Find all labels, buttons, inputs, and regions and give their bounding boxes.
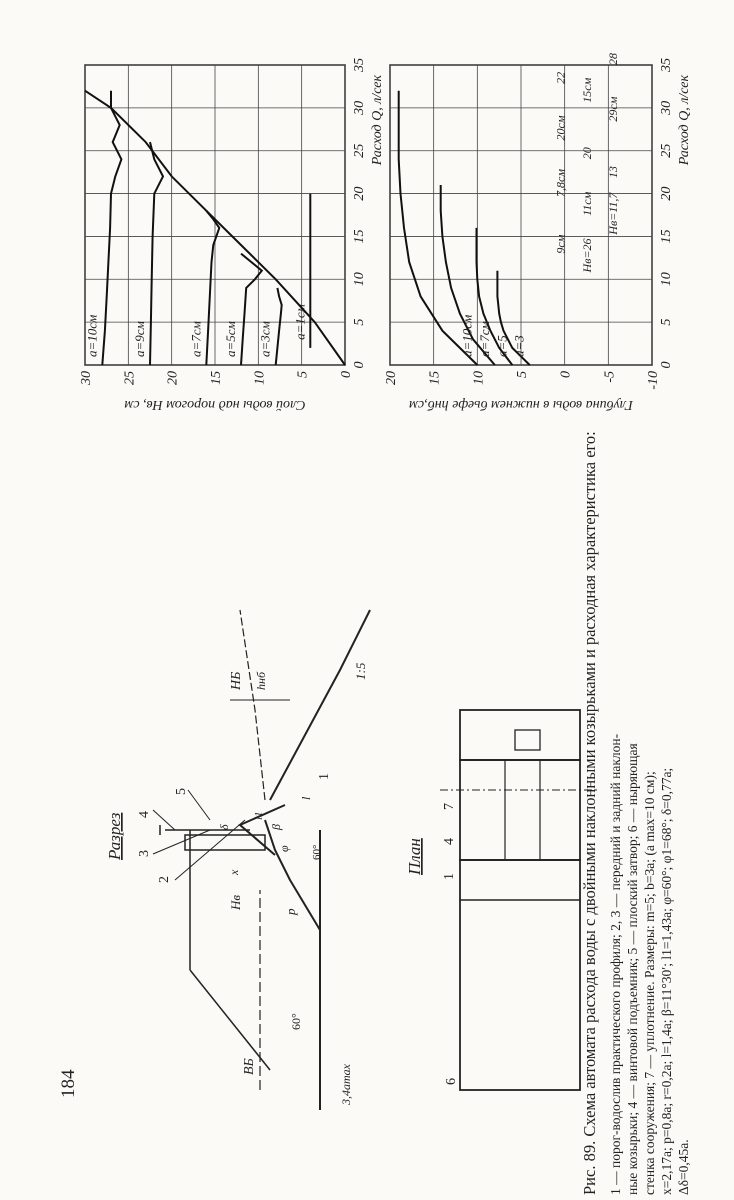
plan-label-7: 7 [442, 803, 457, 810]
phi-label: φ [277, 845, 291, 852]
p-label: p [283, 908, 298, 915]
x-tick-label: 25 [659, 143, 674, 158]
y-axis-label: Глубина воды в нижнем бьефе hнб,см [409, 397, 633, 412]
amax-label: 3,4amax [339, 1064, 353, 1105]
y-tick-label: 0 [339, 371, 354, 378]
x-tick-label: 35 [659, 58, 674, 72]
delta-label: δ [217, 824, 231, 830]
label-1: 1 [317, 773, 332, 780]
annotation-label: Hв=11,7 [606, 192, 621, 235]
y-tick-label: 30 [79, 371, 94, 385]
y-tick-label: 0 [558, 371, 574, 378]
series-label: a=3см [257, 321, 273, 357]
annotation-label: 22 [553, 71, 568, 84]
plan-label-4: 4 [442, 838, 457, 845]
x-tick-label: 20 [352, 186, 367, 201]
series-label: a=10см [459, 314, 475, 357]
series-label: a=5см [223, 321, 238, 357]
hv-label: Hв [228, 894, 243, 910]
page-number: 184 [58, 1069, 79, 1098]
hnb-label: hнб [254, 672, 268, 690]
section-title: Разрез [105, 812, 124, 860]
y-tick-label: -10 [646, 371, 661, 390]
caption-line-1: 1 — порог-водослив практического профиля; 2, 3 — передний и задний наклон- [608, 733, 623, 1195]
x-tick-label: 35 [352, 58, 367, 72]
beta-label: β [269, 824, 283, 830]
annotation-label: 9см [553, 234, 568, 254]
caption-line-3: стенка сооружения; 7 — уплотнение. Размеры: m=5; b=3a; (a max=10 см); [642, 771, 657, 1195]
annotation-label: 20 [579, 147, 594, 160]
annotation-label: 15см [579, 77, 594, 103]
caption-title-1: Рис. 89. Схема автомата расхода воды с двойными наклонными козырьками и расходная характеристика его: [580, 431, 599, 1195]
series-line [276, 288, 282, 365]
series-line [150, 142, 163, 365]
x-tick-label: 15 [659, 229, 674, 244]
series-label: a=10см [84, 314, 100, 357]
l1-label: l1 [253, 811, 265, 820]
nb-label: НБ [229, 671, 244, 690]
x-tick-label: 30 [352, 100, 367, 115]
annotation-label: 29см [606, 96, 621, 122]
annotation-label: 20см [553, 115, 568, 141]
x-tick-label: 10 [659, 272, 674, 287]
x-tick-label: 30 [659, 100, 674, 115]
series-label: a=5 [494, 335, 510, 357]
x-tick-label: 5 [659, 318, 674, 326]
y-tick-label: 5 [515, 371, 530, 378]
label-3: 3 [137, 850, 152, 857]
label-4: 4 [137, 811, 152, 818]
plan-label-6: 6 [444, 1078, 459, 1085]
y-tick-label: 15 [209, 371, 224, 385]
series-label: a=9см [132, 321, 147, 357]
x-tick-label: 10 [352, 272, 367, 287]
x-tick-label: 5 [352, 318, 367, 326]
slope-label: 1:5 [353, 662, 368, 680]
label-2: 2 [157, 876, 172, 883]
x-tick-label: 25 [352, 143, 367, 158]
chart-0 [79, 58, 385, 412]
x-tick-label: 20 [659, 186, 674, 201]
y-tick-label: 20 [165, 371, 181, 385]
caption-line-2: ные козырьки; 4 — винтовой подъемник; 5 — плоский затвор; 6 — ныряющая [625, 743, 640, 1195]
y-tick-label: 15 [427, 371, 443, 385]
x-label: x [227, 869, 241, 875]
caption-line-5: Δδ=0,45a. [676, 1139, 691, 1195]
y-tick-label: 5 [295, 371, 311, 378]
y-tick-label: -5 [602, 371, 618, 383]
label-5: 5 [174, 788, 189, 795]
y-tick-label: 20 [384, 371, 399, 385]
x-tick-label: 0 [352, 361, 367, 369]
plan-title: План [405, 838, 424, 875]
annotation-label: 13 [606, 166, 621, 179]
y-tick-label: 10 [471, 371, 487, 385]
series-label: a=1см [292, 304, 308, 340]
y-tick-label: 25 [122, 371, 138, 385]
caption-line-4: x=2,17a; p=0,8a; r=0,2a; l=1,4a; β=11°30′; l1=1,43a; φ=60°; φ1=68°; δ=0,77a; [659, 767, 674, 1195]
x-axis-label: Расход Q, л/сек [677, 75, 692, 166]
annotation-label: Hв=26 [579, 238, 594, 273]
annotation-label: 28 [606, 53, 621, 65]
y-axis-label: Слой воды над порогом Hв, см [124, 397, 306, 412]
series-label: a=3 [511, 335, 527, 357]
series-line [206, 211, 219, 365]
x-axis-label: Расход Q, л/сек [370, 75, 385, 166]
chart-1 [384, 53, 692, 412]
series-line [102, 91, 121, 365]
series-label: a=7см [188, 321, 204, 357]
l-label: l [299, 796, 313, 800]
angle-60b-label: 60° [311, 844, 323, 860]
annotation-label: 11см [579, 191, 594, 216]
y-tick-label: 10 [252, 371, 268, 385]
series-label: a=7см [476, 321, 492, 357]
x-tick-label: 15 [352, 229, 367, 244]
x-tick-label: 0 [659, 361, 674, 369]
angle-60-label: 60° [289, 1013, 303, 1030]
plan-label-1: 1 [442, 873, 457, 880]
vb-label: ВБ [242, 1058, 257, 1075]
annotation-label: 7,8см [553, 169, 568, 197]
